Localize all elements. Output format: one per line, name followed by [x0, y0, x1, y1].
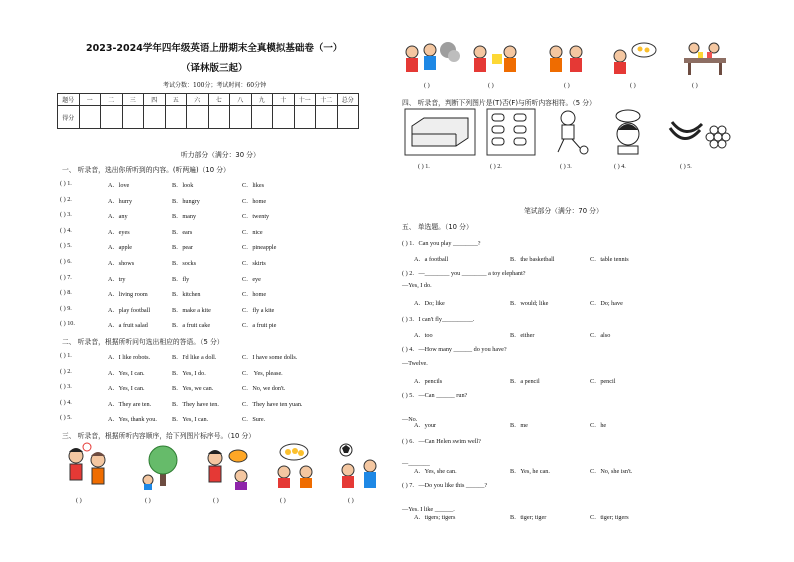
question-stem: —No.	[402, 416, 418, 423]
option-c: C．fly a kite	[242, 306, 275, 314]
s3-blank-2[interactable]: ( )	[145, 497, 151, 504]
score-header-cell: 总分	[337, 94, 359, 106]
s3-blank-1[interactable]: ( )	[76, 497, 82, 504]
question-number[interactable]: ( ) 2.	[60, 195, 72, 203]
option-c: C．pineapple	[242, 244, 277, 252]
option-a[interactable]: A．Do; like	[414, 300, 445, 307]
sofa-picture	[404, 108, 476, 156]
score-header-row	[58, 94, 359, 106]
exam-info: 考试分数：100分；考试时间：60分钟	[163, 82, 267, 89]
option-b: B．Yes, we can.	[172, 385, 214, 393]
top-blank-3[interactable]: ( )	[564, 82, 570, 89]
score-cell[interactable]	[79, 106, 101, 129]
option-a: A．They are ten.	[108, 400, 152, 408]
score-cell[interactable]	[187, 106, 209, 129]
score-cell[interactable]	[251, 106, 273, 129]
question-stem: ( ) 3．I can't fly__________.	[402, 316, 475, 323]
score-cell[interactable]	[337, 106, 359, 129]
question-stem: —_______	[402, 460, 430, 467]
question-stem: ( ) 5．—Can ______ run?	[402, 392, 468, 399]
kids-picture-3	[546, 40, 590, 76]
score-header-cell: 六	[187, 94, 209, 106]
top-blank-5[interactable]: ( )	[692, 82, 698, 89]
option-a: A．any	[108, 213, 128, 221]
option-c: C．No, we don't.	[242, 385, 286, 393]
option-c: C． Yes, please.	[242, 369, 283, 377]
option-c: C．eye	[242, 275, 261, 283]
option-c[interactable]: C．tiger; tigers	[590, 514, 629, 521]
score-header-cell: 题号	[58, 94, 80, 106]
option-a[interactable]: A．too	[414, 332, 433, 339]
score-header-cell: 七	[208, 94, 230, 106]
question-number[interactable]: ( ) 7.	[60, 273, 72, 281]
kids-fruit-picture	[272, 442, 320, 490]
score-cell[interactable]	[316, 106, 338, 129]
option-a: A．apple	[108, 244, 133, 252]
kids-dessert-picture	[608, 40, 658, 76]
score-cell[interactable]	[165, 106, 187, 129]
option-a: A．shows	[108, 260, 135, 267]
option-b: B．socks	[172, 260, 197, 267]
s4-blank-2[interactable]: ( ) 2.	[490, 163, 502, 170]
score-header-cell: 一	[79, 94, 101, 106]
section-4-title: 四、 听录音，判断下列图片是(T)否(F)与所听内容相符。（5 分）	[402, 99, 596, 107]
score-cell[interactable]	[208, 106, 230, 129]
option-a[interactable]: A．your	[414, 422, 436, 429]
s4-blank-5[interactable]: ( ) 5.	[680, 163, 692, 170]
tree-picture	[138, 442, 186, 490]
fruits-picture	[664, 108, 734, 156]
option-a: A．a fruit salad	[108, 322, 148, 330]
score-cell[interactable]	[101, 106, 123, 129]
question-number[interactable]: ( ) 1.	[60, 352, 72, 359]
section-5-title: 五、 单选题。（10 分）	[402, 223, 473, 231]
option-b: B．I'd like a doll.	[172, 354, 217, 361]
written-part-title: 笔试部分（满分：70 分）	[524, 207, 603, 215]
s3-blank-4[interactable]: ( )	[280, 497, 286, 504]
question-number[interactable]: ( ) 10.	[60, 320, 75, 328]
option-c: C．Sure.	[242, 416, 266, 424]
option-a: A．Yes, I can.	[108, 369, 145, 377]
question-number[interactable]: ( ) 4.	[60, 398, 72, 406]
s3-blank-5[interactable]: ( )	[348, 497, 354, 504]
option-c: C．home	[242, 197, 267, 205]
option-b: B．many	[172, 213, 197, 221]
question-stem: ( ) 6．—Can Helen swim well?	[402, 438, 481, 445]
option-c: C．twenty	[242, 213, 270, 221]
kids-table-picture	[680, 40, 730, 76]
question-number[interactable]: ( ) 5.	[60, 242, 72, 250]
score-cell[interactable]	[122, 106, 144, 129]
s4-blank-4[interactable]: ( ) 4.	[614, 163, 626, 170]
question-stem: —Twelve.	[402, 360, 428, 367]
score-header-cell: 三	[122, 94, 144, 106]
kids-ball-picture	[334, 442, 382, 490]
question-number[interactable]: ( ) 2.	[60, 367, 72, 375]
option-b[interactable]: B．would; like	[510, 300, 549, 307]
football-boy-picture	[548, 108, 592, 156]
question-number[interactable]: ( ) 9.	[60, 304, 72, 312]
option-a[interactable]: A．a football	[414, 256, 449, 263]
option-c[interactable]: C．table tennis	[590, 256, 629, 263]
s4-blank-3[interactable]: ( ) 3.	[560, 163, 572, 170]
cars-picture	[486, 108, 536, 156]
option-a[interactable]: A．Yes, she can.	[414, 468, 457, 475]
option-c[interactable]: C．No, she isn't.	[590, 468, 633, 475]
option-a: A．eyes	[108, 228, 130, 236]
score-header-cell: 十	[273, 94, 295, 106]
option-c[interactable]: C．Do; have	[590, 300, 623, 307]
s3-blank-3[interactable]: ( )	[213, 497, 219, 504]
question-number[interactable]: ( ) 5.	[60, 414, 72, 422]
option-c: C．a fruit pie	[242, 322, 277, 330]
option-c[interactable]: C．also	[590, 332, 611, 339]
option-b[interactable]: B．tiger; tiger	[510, 514, 547, 521]
option-b[interactable]: B．a pencil	[510, 378, 540, 385]
section-1-title: 一、 听录音，选出你所听到的内容。(听两遍)（10 分）	[62, 166, 230, 174]
option-b: B．look	[172, 182, 194, 189]
option-a: A．living room	[108, 291, 148, 299]
question-stem: ( ) 1．Can you play ________?	[402, 240, 481, 247]
chef-picture	[606, 108, 650, 156]
score-row-label: 得分	[58, 106, 80, 129]
score-header-cell: 二	[101, 94, 123, 106]
score-header-cell: 五	[165, 94, 187, 106]
question-number[interactable]: ( ) 6.	[60, 258, 72, 265]
score-cell[interactable]	[144, 106, 166, 129]
option-b[interactable]: B．either	[510, 332, 535, 339]
option-c: C．I have some dolls.	[242, 354, 298, 361]
option-b: B．pear	[172, 244, 193, 252]
score-header-cell: 九	[251, 94, 273, 106]
option-b: B．fly	[172, 275, 190, 283]
option-a: A．love	[108, 182, 130, 189]
option-c[interactable]: C．he	[590, 422, 607, 429]
option-a[interactable]: A．tigers; tigers	[414, 514, 456, 521]
question-number[interactable]: ( ) 1.	[60, 180, 72, 187]
option-b: B．make a kite	[172, 306, 211, 314]
question-number[interactable]: ( ) 4.	[60, 226, 72, 234]
s4-blank-1[interactable]: ( ) 1.	[418, 163, 430, 170]
option-c[interactable]: C．pencil	[590, 378, 616, 385]
question-stem: ( ) 2．—________ you ________ a toy elephant?	[402, 270, 526, 277]
question-stem: ( ) 4．—How many ______ do you have?	[402, 346, 507, 353]
option-c: C．skirts	[242, 260, 266, 267]
page-title: 2023-2024学年四年级英语上册期末全真模拟基础卷（一）	[86, 43, 343, 54]
option-a: A．try	[108, 275, 126, 283]
kids-smoke-picture	[402, 40, 462, 76]
question-stem: —Yes. I like ______.	[402, 506, 455, 513]
section-3-title: 三、 听录音，根据所听内容顺序，给下列图片标序号。（10 分）	[62, 432, 256, 440]
option-b[interactable]: B．me	[510, 422, 528, 429]
score-header-cell: 十一	[294, 94, 316, 106]
score-header-cell: 十二	[316, 94, 338, 106]
option-b: B．Yes, I do.	[172, 369, 206, 377]
score-cell[interactable]	[230, 106, 252, 129]
score-cell[interactable]	[273, 106, 295, 129]
option-b: B．They have ten.	[172, 400, 219, 408]
score-value-row	[58, 106, 359, 129]
kids-tiger-picture	[203, 442, 251, 490]
question-number[interactable]: ( ) 3.	[60, 383, 72, 391]
option-c: C．likes	[242, 182, 265, 189]
option-b: B．Yes, I can.	[172, 416, 209, 424]
option-c: C．home	[242, 291, 267, 299]
score-table	[57, 93, 359, 129]
option-a: A．Yes, thank you.	[108, 416, 157, 424]
option-b: B．kitchen	[172, 291, 201, 299]
option-c: C．They have ten yuan.	[242, 400, 303, 408]
option-a: A．Yes, I can.	[108, 385, 145, 393]
option-a: A．I like robots.	[108, 354, 151, 361]
question-number[interactable]: ( ) 3.	[60, 211, 72, 219]
option-a: A．hurry	[108, 197, 133, 205]
score-header-cell: 四	[144, 94, 166, 106]
option-a: A．play football	[108, 306, 151, 314]
option-b: B．hungry	[172, 197, 200, 205]
score-cell[interactable]	[294, 106, 316, 129]
option-b: B．a fruit cake	[172, 322, 211, 330]
kids-food-picture	[470, 40, 520, 76]
kids-clock-picture	[62, 442, 110, 490]
option-a[interactable]: A．pencils	[414, 378, 443, 385]
question-stem: ( ) 7．—Do you like this ______?	[402, 482, 488, 489]
option-b: B．ears	[172, 228, 193, 236]
top-blank-4[interactable]: ( )	[630, 82, 636, 89]
option-b[interactable]: B．Yes, he can.	[510, 468, 550, 475]
section-2-title: 二、 听录音，根据所听问句选出相应的答语。（5 分）	[62, 338, 224, 346]
page-subtitle: （译林版三起）	[181, 63, 248, 74]
listening-part-title: 听力部分（满分：30 分）	[181, 151, 260, 159]
score-header-cell: 八	[230, 94, 252, 106]
question-number[interactable]: ( ) 8.	[60, 289, 72, 297]
option-c: C．nice	[242, 228, 263, 236]
top-blank-2[interactable]: ( )	[488, 82, 494, 89]
option-b[interactable]: B．the basketball	[510, 256, 555, 263]
top-blank-1[interactable]: ( )	[424, 82, 430, 89]
question-stem: —Yes, I do.	[402, 282, 432, 289]
